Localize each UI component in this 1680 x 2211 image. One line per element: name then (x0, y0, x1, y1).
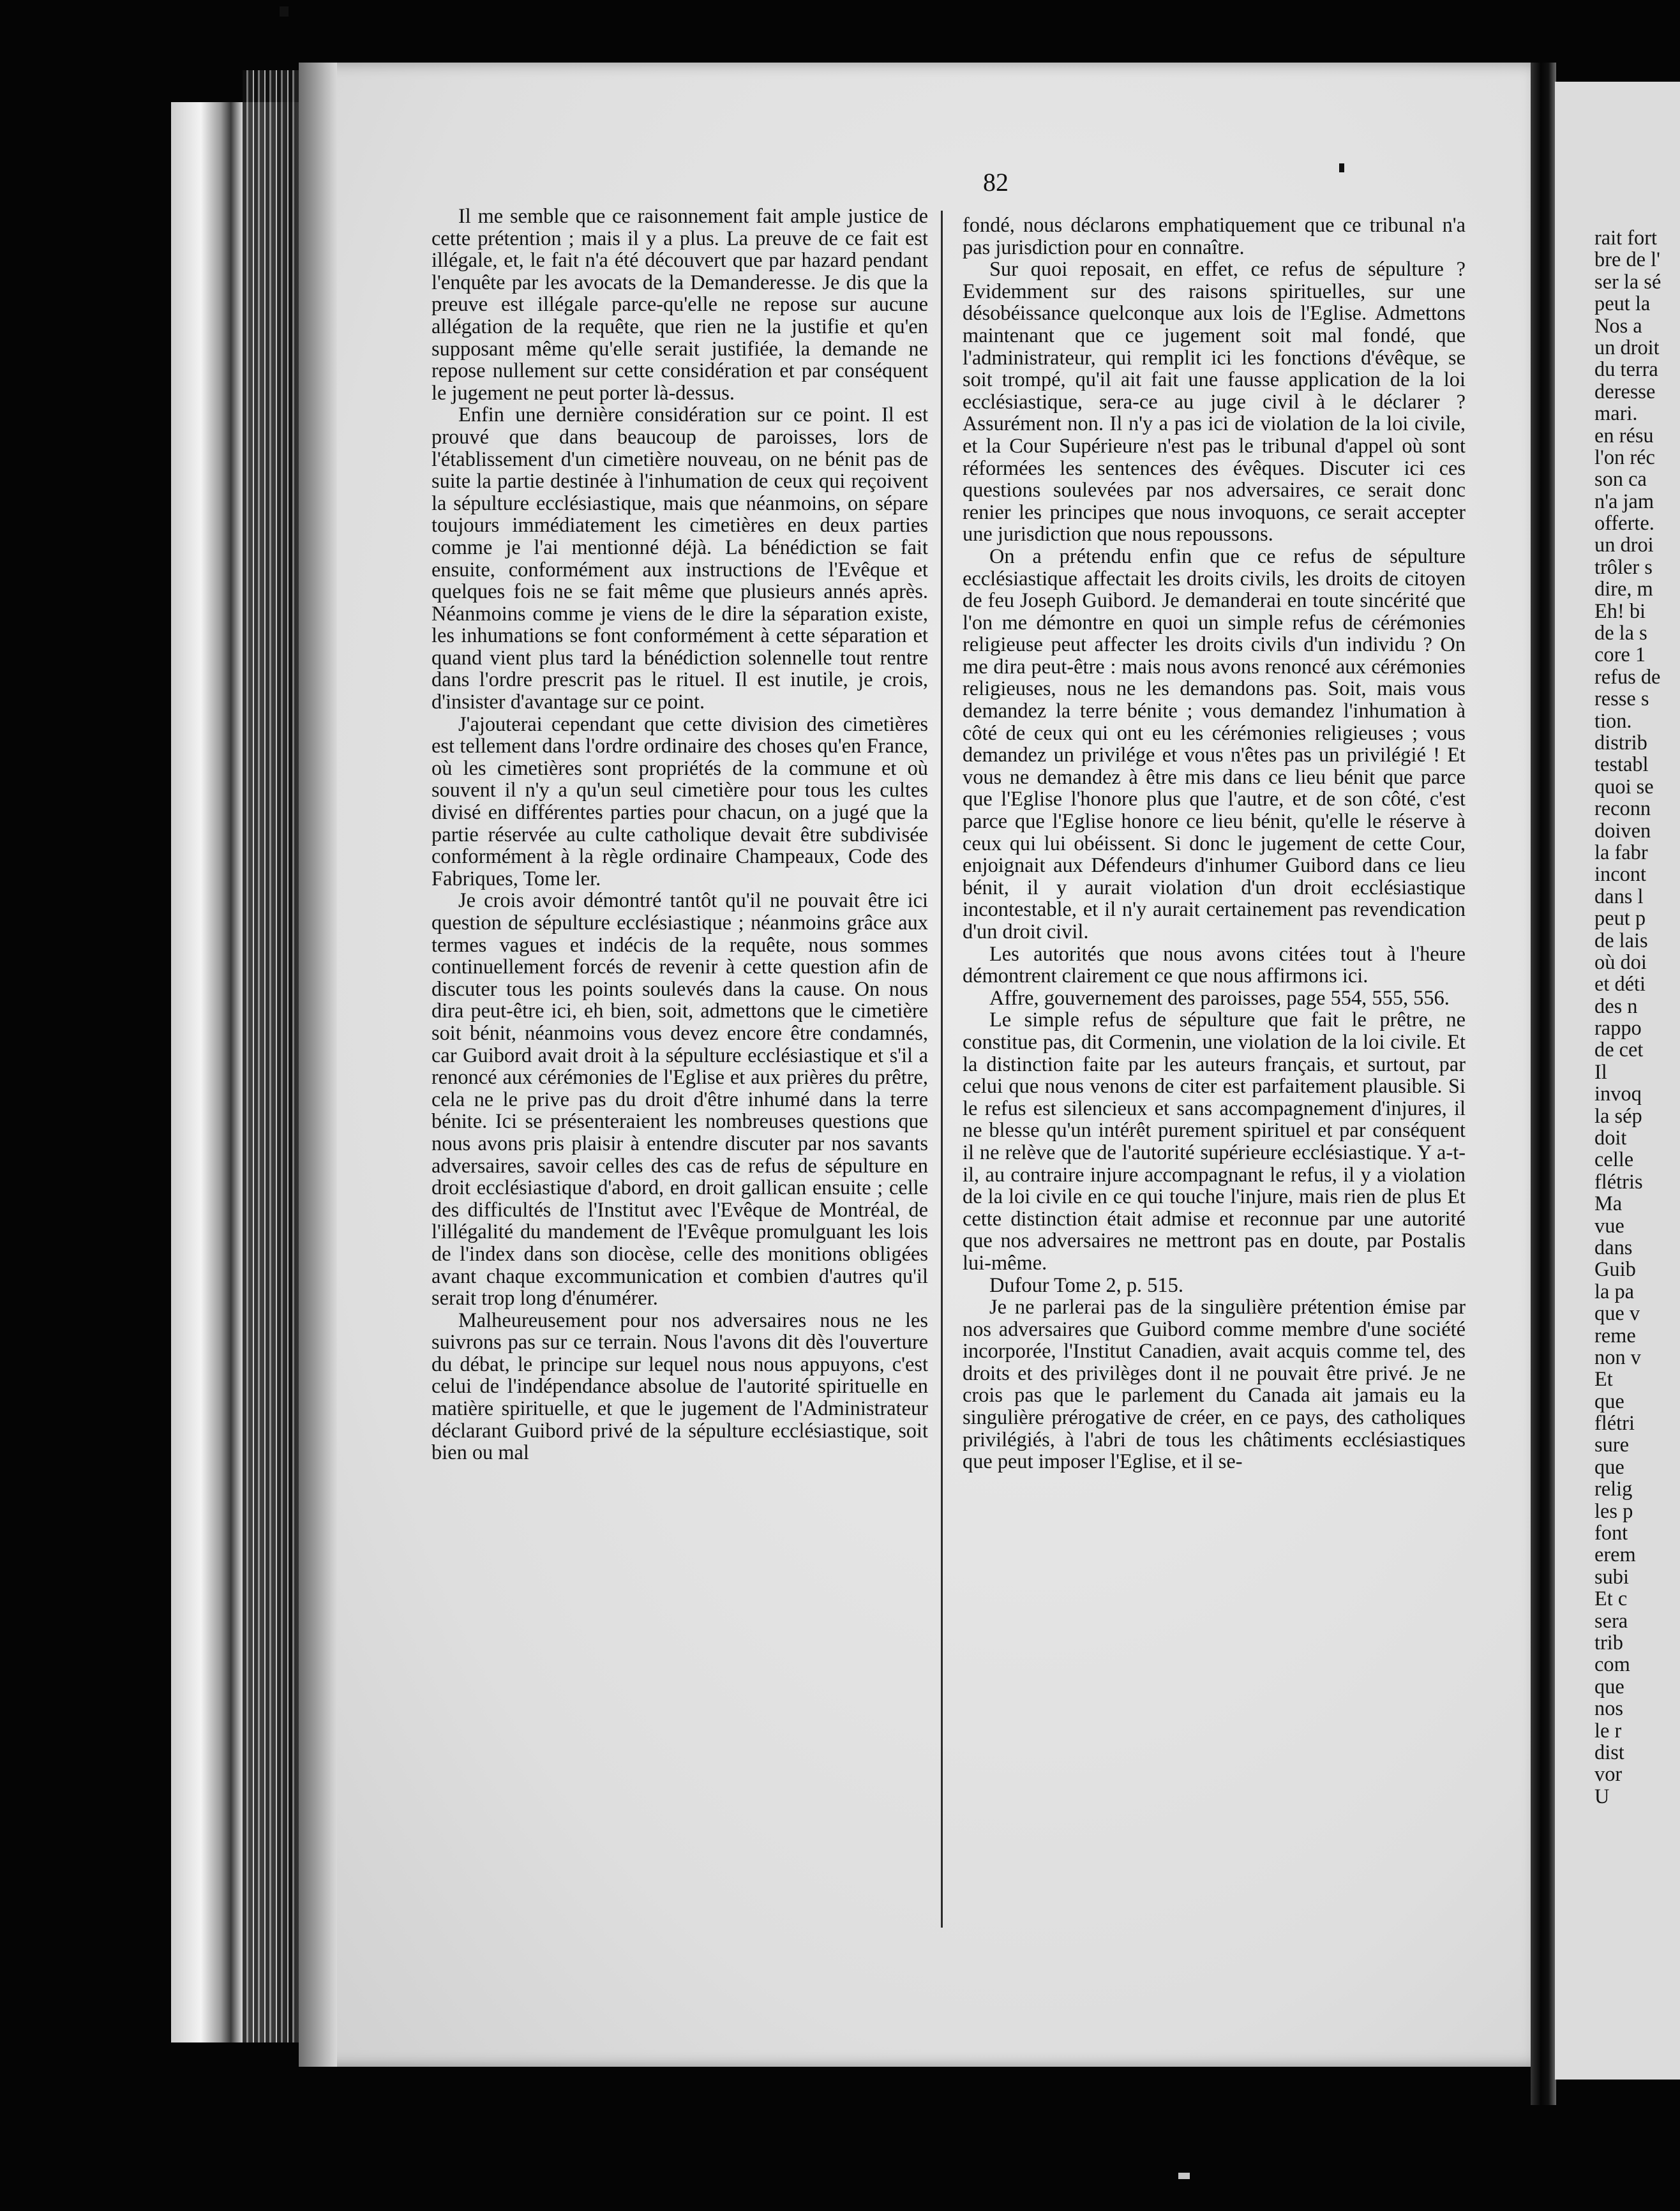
text-fragment: les p (1594, 1499, 1633, 1523)
ink-speck (1339, 163, 1344, 172)
text-fragment: la pa (1594, 1280, 1635, 1303)
text-fragment: n'a jam (1594, 490, 1654, 513)
facing-page-text-fragments (1594, 227, 1680, 1808)
text-fragment: Eh! bi (1594, 599, 1646, 623)
scan-mark (1178, 2173, 1190, 2179)
text-fragment: trib (1594, 1631, 1623, 1654)
text-fragment: reme (1594, 1324, 1636, 1347)
text-fragment: testabl (1594, 753, 1649, 777)
text-fragment: vor (1594, 1763, 1623, 1787)
text-fragment: offerte. (1594, 512, 1654, 536)
text-fragment: de la s (1594, 622, 1647, 645)
text-fragment: la fabr (1594, 841, 1648, 864)
text-fragment: rait fort (1594, 227, 1658, 250)
text-fragment: Nos a (1594, 314, 1642, 338)
page-gutter (1531, 63, 1556, 2105)
text-fragment: peut p (1594, 907, 1646, 931)
text-fragment: la sép (1594, 1104, 1642, 1128)
text-fragment: subi (1594, 1565, 1629, 1589)
text-fragment: doit (1594, 1127, 1627, 1150)
text-fragment: distrib (1594, 731, 1647, 754)
text-fragment: que v (1594, 1302, 1640, 1326)
text-fragment: Il (1594, 1060, 1607, 1084)
text-fragment: de lais (1594, 929, 1648, 952)
text-fragment: un droit (1594, 336, 1660, 359)
text-fragment: nos (1594, 1697, 1623, 1721)
text-fragment: dire, m (1594, 578, 1653, 601)
paragraph: On a prétendu enfin que ce refus de sépulture ecclésiastique affectait les droits civils, les droits de citoyen de feu Joseph Guibord. Je demanderai en toute sincérité que l'on me démontre en quoi un simple refus de cérémonies religieuse peut affecter les droits civils d'un individu ? On me dira peut-être : mais nous avons renoncé aux cérémonies religieuses, nous ne les demandons pas. Soit, mais vous demandez la terre bénite ; vous demandez l'inhumation à côté de ceux qui ont eu les cérémonies religieuses ; vous demandez un privilége et vous n'êtes pas un privilégié ! Et vous ne demandez à être mis dans ce lieu bénit que parce que l'Eglise l'honore plus que l'autre, et de son côté, c'est parce que l'Eglise honore ce lieu bénit, qu'elle le réserve à ceux qui lui obéissent. Si donc le jugement de cette Cour, enjoignait aux Défendeurs d'inhumer Guibord dans ce lieu bénit, il y aurait violation d'un droit ecclésiastique incontestable, et il n'y aurait certainement pas revendication d'un droit civil. (963, 544, 1466, 943)
text-fragment: du terra (1594, 358, 1658, 382)
text-fragment: rappo (1594, 1017, 1642, 1040)
text-fragment: Et c (1594, 1587, 1628, 1611)
paragraph: Je ne parlerai pas de la singulière prétention émise par nos adversaires que Guibord comme membre d'une société incorporée, l'Institut Canadien, avait acquis comme tel, des droits et des privilèges dont il ne pouvait être privé. Je ne crois pas que le parlement du Canada ait jamais eu la singulière prérogative de créer, en ce pays, des catholiques privilégiés, à l'abri de tous les châtiments ecclésiastiques que peut imposer l'Eglise, et il se- (963, 1296, 1466, 1474)
text-fragment: bre de l' (1594, 248, 1660, 272)
text-fragment: com (1594, 1653, 1630, 1677)
text-fragment: l'on réc (1594, 446, 1655, 469)
page-binding-shadow (299, 63, 337, 2067)
paragraph: Dufour Tome 2, p. 515. (989, 1273, 1183, 1297)
paragraph: Affre, gouvernement des paroisses, page 554, 555, 556. (989, 986, 1450, 1010)
text-fragment: resse s (1594, 687, 1649, 711)
text-fragment: relig (1594, 1478, 1633, 1501)
paragraph: Enfin une dernière considération sur ce point. Il est prouvé que dans beaucoup de paroisses, lors de l'établissement d'un cimetière nouveau, on ne bénit pas de suite la partie destinée à l'inhumation de ceux qui reçoivent la sépulture ecclésiastique, mais que néanmoins, on sépare toujours immédiatement les cimetières en deux parties comme je l'ai mentionné déjà. La bénédiction se fait ensuite, conformément aux instructions de l'Evêque et quelques fois ne se fait même que plusieurs annés après. Néanmoins comme je viens de le dire la séparation existe, les inhumations se font conformément à cette séparation et quand vient plus tard la bénédiction solennelle tout rentre dans l'ordre prescrit pas le rituel. Il est inutile, je crois, d'insister d'avantage sur ce point. (431, 403, 928, 714)
text-fragment: un droi (1594, 534, 1654, 557)
ink-speck (280, 6, 289, 17)
text-fragment: Guib (1594, 1258, 1636, 1282)
text-fragment: U (1594, 1785, 1610, 1808)
text-fragment: le r (1594, 1719, 1622, 1743)
text-fragment: que (1594, 1675, 1624, 1698)
text-fragment: flétris (1594, 1170, 1643, 1194)
text-fragment: mari. (1594, 402, 1638, 426)
text-fragment: son ca (1594, 468, 1647, 491)
text-fragment: core 1 (1594, 643, 1646, 667)
text-fragment: sure (1594, 1434, 1629, 1457)
text-fragment: peut la (1594, 292, 1651, 316)
text-fragment: font (1594, 1522, 1628, 1545)
text-fragment: reconn (1594, 797, 1651, 821)
text-fragment: refus de (1594, 665, 1661, 689)
text-fragment: et déti (1594, 973, 1646, 996)
column-divider (941, 211, 943, 1928)
text-fragment: où doi (1594, 950, 1647, 974)
text-fragment: que (1594, 1390, 1624, 1413)
middle-text-column (963, 214, 1466, 1473)
paragraph: J'ajouterai cependant que cette division des cimetières est tellement dans l'ordre ordinaire des choses qu'en France, où les cimetières sont propriétés de la commune et où souvent il n'y a qu'un seul cimetière pour tous les cultes divisé en différentes parties pour chacun, on a jugé que la partie réservée au culte catholique devait être subdivisée conformément à la règle ordinaire Champeaux, Code des Fabriques, Tome ler. (431, 712, 928, 890)
paragraph: Je crois avoir démontré tantôt qu'il ne pouvait être ici question de sépulture ecclésiastique ; néanmoins grâce aux termes vagues et indécis de la requête, nous sommes continuellement forcés de revenir à cette question afin de discuter tous les points soulevés dans la cause. On nous dira peut-être ici, eh bien, soit, admettons que le cimetière soit bénit, néanmoins vous devez encore être condamnés, car Guibord avait droit à la sépulture ecclésiastique et s'il a renoncé aux cérémonies de l'Eglise et aux prières du prêtre, cela ne le prive pas du droit d'être inhumé dans la terre bénite. Ici se présenteraient les nombreuses questions que nous avons pris plaisir à entendre discuter par nos savants adversaires, savoir celles des cas de refus de sépulture en droit ecclésiastique d'abord, en droit gallican ensuite ; celle des difficultés de l'Institut avec l'Evêque de Montréal, de l'illégalité du mandement de l'Evêque promulguant les lois de l'index dans son diocèse, celle des monitions obligées avant chaque excommunication et combien d'autres qu'il serait trop long d'énumérer. (431, 889, 928, 1310)
left-text-column (431, 206, 928, 1464)
page-number: 82 (983, 168, 1009, 197)
text-fragment: quoi se (1594, 775, 1654, 798)
paragraph: Il me semble que ce raisonnement fait ample justice de cette prétention ; mais il y a plus. La preuve de ce fait est illégale, et, le fait n'a été découvert que par hazard pendant l'enquête par les avocats de la Demanderesse. Je dis que la preuve est illégale parce-qu'elle ne repose sur aucune allégation de la requête, que rien ne la justifie et qu'en supposant même qu'elle serait justifiée, la demande ne repose nullement sur cette considération et par conséquent le jugement ne peut porter là-dessus. (431, 205, 928, 405)
text-fragment: vue (1594, 1214, 1624, 1238)
text-fragment: celle (1594, 1148, 1634, 1172)
text-fragment: Ma (1594, 1192, 1623, 1216)
text-fragment: Et (1594, 1368, 1613, 1391)
text-fragment: deresse (1594, 380, 1656, 403)
text-fragment: de cet (1594, 1038, 1644, 1062)
text-fragment: trôler s (1594, 555, 1653, 579)
text-fragment: que (1594, 1455, 1624, 1479)
text-fragment: invoq (1594, 1083, 1642, 1106)
text-fragment: sera (1594, 1609, 1628, 1633)
text-fragment: flétri (1594, 1412, 1635, 1435)
text-fragment: dist (1594, 1741, 1624, 1764)
text-fragment: non v (1594, 1345, 1641, 1369)
text-fragment: en résu (1594, 424, 1654, 447)
text-fragment: des n (1594, 994, 1638, 1018)
text-fragment: ser la sé (1594, 270, 1661, 294)
text-fragment: doiven (1594, 819, 1651, 843)
paragraph: Les autorités que nous avons citées tout à l'heure démontrent clairement ce que nous affirmons ici. (963, 942, 1466, 988)
text-fragment: tion. (1594, 709, 1632, 733)
paragraph: Malheureusement pour nos adversaires nous ne les suivrons pas sur ce terrain. Nous l'avons dit dès l'ouverture du débat, le principe sur lequel nous nous appuyons, c'est celui de l'indépendance absolue de l'autorité spirituelle en matière spirituelle, et que le jugement de l'Administrateur déclarant Guibord privé de la sépulture ecclésiastique, soit bien ou mal (431, 1308, 928, 1465)
paragraph: Sur quoi reposait, en effet, ce refus de sépulture ? Evidemment sur des raisons spirituelles, sur une désobéissance quelconque aux lois de l'Eglise. Admettons maintenant que ce jugement soit mal fondé, que l'administrateur, qui remplit ici les fonctions d'évêque, se soit trompé, qu'il ait fait une fausse application de la loi ecclésiastique, sera-ce au juge civil à le déclarer ? Assurément non. Il n'y a pas ici de violation de la loi civile, et la Cour Supérieure n'est pas le tribunal d'appel où sont réformées les sentences des évêques. Discuter ici ces questions soulevées par nos adversaires, ce serait donc renier les principes que nous invoquons, ce serait accepter une jurisdiction que nous repoussons. (963, 258, 1466, 546)
text-fragment: dans (1594, 1236, 1633, 1259)
text-fragment: erem (1594, 1543, 1636, 1567)
text-fragment: dans l (1594, 885, 1644, 908)
paragraph: Le simple refus de sépulture que fait le prêtre, ne constitue pas, dit Cormenin, une violation de la loi civile. Et la distinction faite par les auteurs français, et surtout, par celui que nous venons de citer est parfaitement plausible. Si le refus est silencieux et sans accompagnement d'injures, il ne blesse qu'un intérêt purement spirituel et par conséquent il ne relève que de l'autorité supérieure ecclésiastique. Y a-t-il, au contraire injure accompagnant le refus, il y a violation de la loi civile en ce qui touche l'injure, mais rien de plus Et cette distinction était admise et reconnue par une autorité que nos adversaires ne mettront pas en doute, par Postalis lui-même. (963, 1008, 1466, 1275)
paragraph: fondé, nous déclarons emphatiquement que ce tribunal n'a pas jurisdiction pour en connaître. (963, 214, 1466, 259)
text-fragment: incont (1594, 863, 1646, 887)
